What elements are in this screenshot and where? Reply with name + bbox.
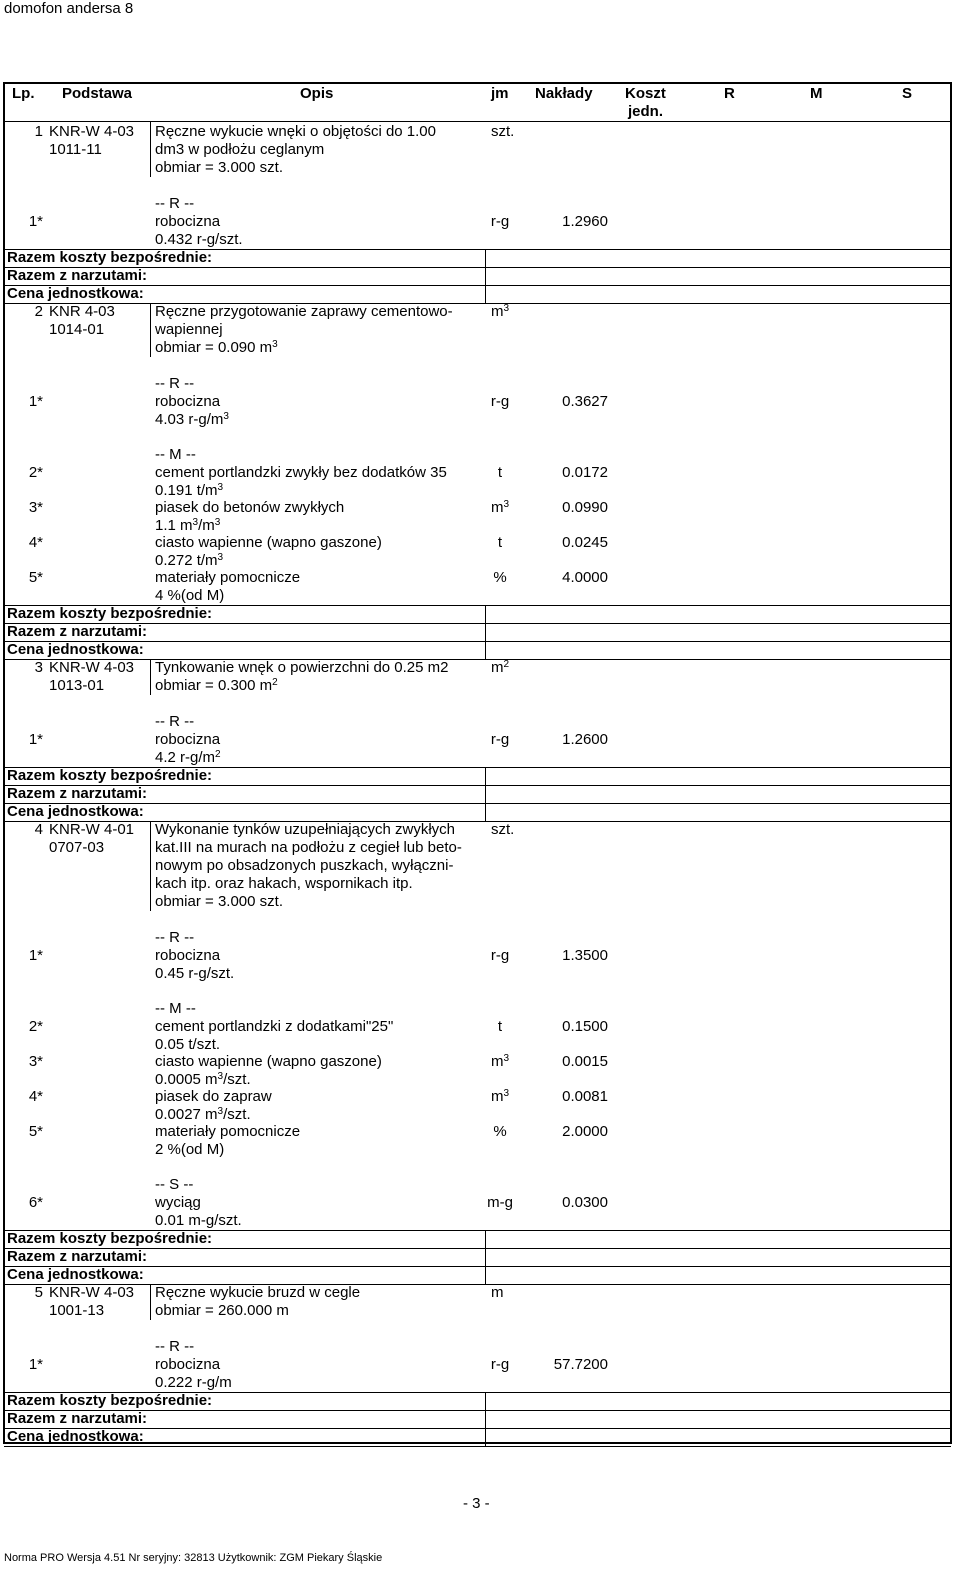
resource-unit: r-g <box>490 393 510 410</box>
resource-lp: 5* <box>28 569 43 586</box>
item-lp: 2 <box>34 303 43 320</box>
header-naklady: Nakłady <box>535 85 593 102</box>
item-lp: 4 <box>34 821 43 838</box>
group-header-r: -- R -- <box>155 1338 195 1355</box>
item-lp: 1 <box>34 123 43 140</box>
row-divider <box>4 285 951 286</box>
resource-norm: 0.272 $t/m^3$ <box>155 552 224 569</box>
summary-unit-price: Cena jednostkowa: <box>7 1428 144 1445</box>
row-divider <box>4 821 951 822</box>
item-description: obmiar = 0.300 $m^2$ <box>155 677 278 694</box>
header-koszt: Koszt <box>625 85 666 102</box>
resource-quantity: 0.0015 <box>562 1053 608 1070</box>
resource-lp: 3* <box>28 1053 43 1070</box>
group-header-s: -- S -- <box>155 1176 194 1193</box>
row-divider <box>4 659 951 660</box>
summary-unit-price: Cena jednostkowa: <box>7 641 144 658</box>
summary-overhead: Razem z narzutami: <box>7 267 148 284</box>
resource-quantity: 0.1500 <box>562 1018 608 1035</box>
resource-name: materiały pomocnicze <box>155 1123 301 1140</box>
resource-lp: 2* <box>28 1018 43 1035</box>
resource-name: robocizna <box>155 947 221 964</box>
item-lp: 3 <box>34 659 43 676</box>
item-unit: szt. <box>491 123 515 140</box>
resource-lp: 3* <box>28 499 43 516</box>
resource-name: materiały pomocnicze <box>155 569 301 586</box>
resource-name: robocizna <box>155 213 221 230</box>
group-header-r: -- R -- <box>155 375 195 392</box>
resource-name: robocizna <box>155 393 221 410</box>
item-description: kach itp. oraz hakach, wspornikach itp. <box>155 875 413 892</box>
column-divider <box>150 1284 151 1320</box>
item-description: Ręczne wykucie wnęki o objętości do 1.00 <box>155 123 436 140</box>
row-divider <box>4 1266 951 1267</box>
item-description: Wykonanie tynków uzupełniających zwykłych <box>155 821 455 838</box>
resource-unit: t <box>497 464 503 481</box>
column-divider <box>150 303 151 357</box>
resource-lp: 1* <box>28 947 43 964</box>
summary-overhead: Razem z narzutami: <box>7 785 148 802</box>
item-description: dm3 w podłożu ceglanym <box>155 141 325 158</box>
resource-quantity: 57.7200 <box>553 1356 608 1373</box>
resource-lp: 4* <box>28 1088 43 1105</box>
item-unit: $m^2$ <box>491 659 510 676</box>
summary-unit-price: Cena jednostkowa: <box>7 285 144 302</box>
summary-overhead: Razem z narzutami: <box>7 623 148 640</box>
item-basis: 1001-13 <box>49 1302 105 1319</box>
resource-name: cement portlandzki z dodatkami"25" <box>155 1018 394 1035</box>
column-divider <box>150 659 151 695</box>
row-divider <box>4 121 951 122</box>
item-description: Ręczne wykucie bruzd w cegle <box>155 1284 361 1301</box>
resource-norm: 4.2 $r-g/m^2$ <box>155 749 221 766</box>
resource-name: wyciąg <box>155 1194 201 1211</box>
item-basis: KNR-W 4-01 <box>49 821 135 838</box>
summary-unit-price: Cena jednostkowa: <box>7 803 144 820</box>
summary-direct: Razem koszty bezpośrednie: <box>7 1392 213 1409</box>
resource-quantity: 2.0000 <box>562 1123 608 1140</box>
item-basis: 1011-11 <box>49 141 102 158</box>
column-divider <box>485 605 486 659</box>
header-m: M <box>810 85 823 102</box>
page-number: - 3 - <box>463 1495 490 1512</box>
header-s: S <box>902 85 913 102</box>
column-divider <box>485 249 486 303</box>
resource-lp: 1* <box>28 393 43 410</box>
item-description: Ręczne przygotowanie zaprawy cementowo- <box>155 303 453 320</box>
resource-norm: 0.191 $t/m^3$ <box>155 482 224 499</box>
resource-quantity: 4.0000 <box>562 569 608 586</box>
resource-unit: t <box>497 1018 503 1035</box>
resource-norm: 0.05 t/szt. <box>155 1036 221 1053</box>
row-divider <box>4 1428 951 1429</box>
header-jm: jm <box>491 85 509 102</box>
header-jedn: jedn. <box>628 103 664 120</box>
resource-lp: 6* <box>28 1194 43 1211</box>
summary-overhead: Razem z narzutami: <box>7 1248 148 1265</box>
resource-name: piasek do betonów zwykłych <box>155 499 345 516</box>
resource-quantity: 0.0300 <box>562 1194 608 1211</box>
resource-lp: 1* <box>28 1356 43 1373</box>
resource-quantity: 0.0081 <box>562 1088 608 1105</box>
resource-name: piasek do zapraw <box>155 1088 272 1105</box>
item-unit: $m^3$ <box>491 303 510 320</box>
resource-name: robocizna <box>155 1356 221 1373</box>
item-description: obmiar = 0.090 $m^3$ <box>155 339 278 356</box>
resource-unit: % <box>493 569 507 586</box>
header-opis: Opis <box>300 85 334 102</box>
item-description: obmiar = 260.000 m <box>155 1302 289 1319</box>
page-title: domofon andersa 8 <box>4 0 134 17</box>
row-divider <box>4 303 951 304</box>
row-divider <box>4 1446 951 1447</box>
resource-quantity: 1.2960 <box>562 213 608 230</box>
resource-lp: 1* <box>28 213 43 230</box>
row-divider <box>4 641 951 642</box>
resource-norm: 4.03 $r-g/m^3$ <box>155 411 229 428</box>
summary-unit-price: Cena jednostkowa: <box>7 1266 144 1283</box>
item-description: obmiar = 3.000 szt. <box>155 159 283 176</box>
resource-lp: 2* <box>28 464 43 481</box>
row-divider <box>4 1284 951 1285</box>
resource-name: cement portlandzki zwykły bez dodatków 35 <box>155 464 447 481</box>
resource-lp: 4* <box>28 534 43 551</box>
summary-overhead: Razem z narzutami: <box>7 1410 148 1427</box>
row-divider <box>4 803 951 804</box>
header-lp: Lp. <box>12 85 35 102</box>
item-description: kat.III na murach na podłożu z cegieł lub beto- <box>155 839 462 856</box>
column-divider <box>150 821 151 911</box>
resource-quantity: 0.0172 <box>562 464 608 481</box>
resource-quantity: 0.0245 <box>562 534 608 551</box>
resource-name: ciasto wapienne (wapno gaszone) <box>155 1053 382 1070</box>
item-description: wapiennej <box>155 321 223 338</box>
resource-unit: m-g <box>487 1194 513 1211</box>
resource-quantity: 1.3500 <box>562 947 608 964</box>
resource-unit: $m^3$ <box>490 1088 510 1105</box>
item-description: Tynkowanie wnęk o powierzchni do 0.25 m2 <box>155 659 449 676</box>
resource-norm: 0.0005 $m^3$/szt. <box>155 1071 251 1088</box>
resource-unit: t <box>497 534 503 551</box>
resource-norm: 0.0027 $m^3$/szt. <box>155 1106 251 1123</box>
column-divider <box>485 1392 486 1446</box>
item-description: nowym po obsadzonych puszkach, wyłączni- <box>155 857 454 874</box>
resource-norm: 0.432 r-g/szt. <box>155 231 243 248</box>
item-basis: KNR-W 4-03 <box>49 1284 135 1301</box>
item-basis: 0707-03 <box>49 839 105 856</box>
group-header-r: -- R -- <box>155 195 195 212</box>
item-basis: KNR-W 4-03 <box>49 659 135 676</box>
resource-unit: $m^3$ <box>490 1053 510 1070</box>
resource-norm: 4 %(od M) <box>155 587 225 604</box>
resource-unit: $m^3$ <box>490 499 510 516</box>
resource-norm: 2 %(od M) <box>155 1141 225 1158</box>
group-header-r: -- R -- <box>155 929 195 946</box>
summary-direct: Razem koszty bezpośrednie: <box>7 249 213 266</box>
summary-direct: Razem koszty bezpośrednie: <box>7 605 213 622</box>
resource-unit: % <box>493 1123 507 1140</box>
header-podstawa: Podstawa <box>62 85 133 102</box>
group-header-r: -- R -- <box>155 713 195 730</box>
summary-direct: Razem koszty bezpośrednie: <box>7 767 213 784</box>
resource-norm: 0.45 r-g/szt. <box>155 965 235 982</box>
item-lp: 5 <box>34 1284 43 1301</box>
resource-quantity: 1.2600 <box>562 731 608 748</box>
resource-norm: 1.1 $m^3/m^3$ <box>155 517 221 534</box>
resource-norm: 0.222 r-g/m <box>155 1374 232 1391</box>
footer-text: Norma PRO Wersja 4.51 Nr seryjny: 32813 Użytkownik: ZGM Piekary Śląskie <box>4 1552 383 1564</box>
item-unit: m <box>491 1284 504 1301</box>
item-basis: KNR 4-03 <box>49 303 115 320</box>
column-divider <box>485 1230 486 1284</box>
resource-unit: r-g <box>490 213 510 230</box>
item-basis: 1013-01 <box>49 677 105 694</box>
resource-unit: r-g <box>490 731 510 748</box>
resource-unit: r-g <box>490 1356 510 1373</box>
summary-direct: Razem koszty bezpośrednie: <box>7 1230 213 1247</box>
resource-name: robocizna <box>155 731 221 748</box>
item-unit: szt. <box>491 821 515 838</box>
group-header-m: -- M -- <box>155 446 196 463</box>
resource-unit: r-g <box>490 947 510 964</box>
item-basis: 1014-01 <box>49 321 105 338</box>
group-header-m: -- M -- <box>155 1000 196 1017</box>
resource-quantity: 0.3627 <box>562 393 608 410</box>
column-divider <box>485 767 486 821</box>
column-divider <box>150 121 151 177</box>
resource-lp: 1* <box>28 731 43 748</box>
header-r: R <box>724 85 735 102</box>
item-basis: KNR-W 4-03 <box>49 123 135 140</box>
resource-name: ciasto wapienne (wapno gaszone) <box>155 534 382 551</box>
resource-norm: 0.01 m-g/szt. <box>155 1212 242 1229</box>
resource-lp: 5* <box>28 1123 43 1140</box>
resource-quantity: 0.0990 <box>562 499 608 516</box>
item-description: obmiar = 3.000 szt. <box>155 893 283 910</box>
